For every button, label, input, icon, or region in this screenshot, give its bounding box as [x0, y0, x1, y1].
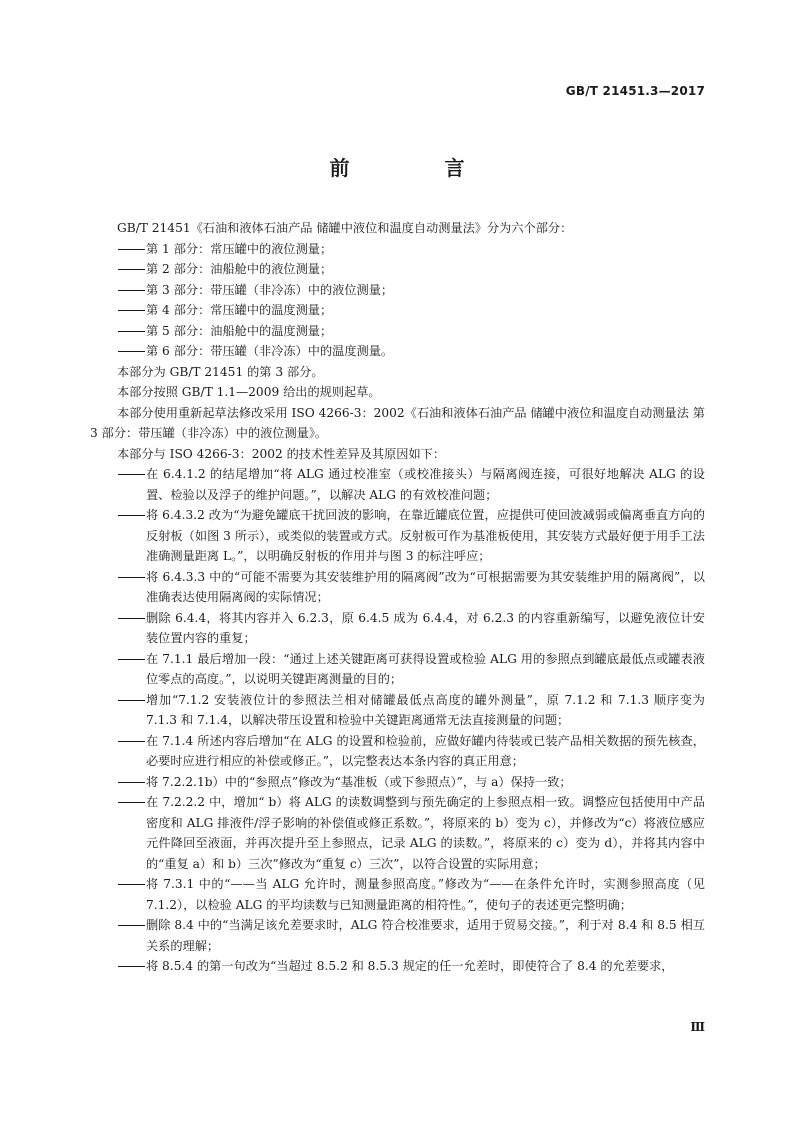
- dash-list-item: [90, 731, 705, 772]
- list-item-text: 在 7.1.4 所述内容后增加“在 ALG 的设置和检验前，应做好罐内待装或已装产品相关数据的预先核查，必要时应进行相应的补偿或修正。”，以完整表达本条内容的真正用意；: [146, 733, 705, 768]
- dash-list-item: [90, 259, 705, 280]
- dash-list-item: [90, 567, 705, 608]
- dash-list-item: [90, 792, 705, 874]
- list-item-text: 在 7.2.2.2 中，增加“ b）将 ALG 的读数调整到与预先确定的上参照点相一致。调整应包括使用中产品密度和 ALG 排液件/浮子影响的补偿值或修正系数。”，将原来的 b）变为 c），并修改为“c）将液位感应元件降回至液面，并再次提升至上参照点，记录 ALG 的读数。”，将原来的 c）变为 d），并将其内容中的“重复 a）和 b）三次”修改为“重复 c）三次”，以符合设置的实际用意；: [146, 795, 705, 871]
- paragraph: 本部分与 ISO 4266-3：2002 的技术性差异及其原因如下：: [117, 446, 446, 461]
- list-item-text: 第 3 部分：带压罐（非冷冻）中的液位测量；: [146, 282, 394, 297]
- list-item-text: 将 7.2.2.1b）中的“参照点”修改为“基准板（或下参照点）”，与 a）保持一致；: [146, 774, 572, 789]
- list-item-text: 增加“7.1.2 安装液位计的参照法兰相对储罐最低点高度的罐外测量”，原 7.1.2 和 7.1.3 顺序变为 7.1.3 和 7.1.4，以解决带压设置和检验中关键距离通常无法直接测量的问题；: [146, 692, 705, 727]
- dash-list-item: [90, 280, 705, 301]
- list-item-text: 将 6.4.3.3 中的“可能不需要为其安装维护用的隔离阀”改为“可根据需要为其安装维护用的隔离阀”，以准确表达使用隔离阀的实际情况；: [146, 569, 705, 604]
- list-item-text: 将 7.3.1 中的“——当 ALG 允许时，测量参照高度。”修改为“——在条件允许时，实测参照高度（见 7.1.2），以检验 ALG 的平均读数与已知测量距离的相符性。”，使句子的表述更完整明确；: [146, 877, 705, 912]
- standard-number: GB/T 21451.3—2017: [565, 84, 705, 98]
- page-number: Ⅲ: [690, 1020, 705, 1034]
- page-title: 前 言: [329, 156, 509, 180]
- list-item-text: 第 2 部分：油船舱中的液位测量；: [146, 262, 333, 276]
- list-item-text: 将 6.4.3.2 改为“为避免罐底干扰回波的影响，在靠近罐底位置，应提供可使回波减弱或偏离垂直方向的反射板（如图 3 所示），或类似的装置或方式。反射板可作为基准板使用，其安装方式最好便于用手工法准确测量距离 L。”，以明确反射板的作用并与图 3 的标注呼应；: [146, 508, 705, 563]
- paragraph: 本部分使用重新起草法修改采用 ISO 4266-3：2002《石油和液体石油产品 储罐中液位和温度自动测量法 第 3 部分：带压罐（非冷冻）中的液位测量》。: [90, 405, 705, 440]
- list-item-text: 第 1 部分：常压罐中的液位测量；: [146, 241, 333, 256]
- dash-list-item: [90, 874, 705, 915]
- list-item-text: 第 6 部分：带压罐（非冷冻）中的温度测量。: [146, 344, 394, 358]
- dash-list-item: [90, 915, 705, 956]
- dash-list-item: [90, 300, 705, 321]
- dash-list-item: [90, 649, 705, 690]
- dash-list-item: [90, 956, 705, 977]
- dash-list-item: [90, 772, 705, 793]
- dash-list-item: [90, 341, 705, 362]
- dash-list-item: [90, 505, 705, 567]
- list-item-text: 第 4 部分：常压罐中的温度测量；: [146, 303, 333, 317]
- dash-list-item: [90, 239, 705, 260]
- list-item-text: 在 7.1.1 最后增加一段：“通过上述关键距离可获得设置或检验 ALG 用的参照点到罐底最低点或罐表液位零点的高度。”，以说明关键距离测量的目的；: [146, 651, 705, 686]
- dash-list-item: [90, 321, 705, 342]
- paragraph: 本部分按照 GB/T 1.1—2009 给出的规则起草。: [117, 385, 381, 399]
- paragraph: GB/T 21451《石油和液体石油产品 储罐中液位和温度自动测量法》分为六个部分：: [117, 221, 573, 235]
- list-item-text: 将 8.5.4 的第一句改为“当超过 8.5.2 和 8.5.3 规定的任一允差时，即使符合了 8.4 的允差要求，: [146, 959, 674, 973]
- dash-list-item: [90, 464, 705, 505]
- foreword-body: [90, 218, 705, 977]
- dash-list-item: [90, 608, 705, 649]
- list-item-text: 第 5 部分：油船舱中的温度测量；: [146, 323, 333, 338]
- list-item-text: 在 6.4.1.2 的结尾增加“将 ALG 通过校准室（或校准接头）与隔离阀连接，可很好地解决 ALG 的设置、检验以及浮子的维护问题。”，以解决 ALG 的有效校准问题；: [146, 467, 705, 502]
- list-item-text: 删除 8.4 中的“当满足该允差要求时，ALG 符合校准要求，适用于贸易交接。”，利于对 8.4 和 8.5 相互关系的理解；: [146, 918, 705, 953]
- paragraph: 本部分为 GB/T 21451 的第 3 部分。: [117, 364, 324, 379]
- list-item-text: 删除 6.4.4，将其内容并入 6.2.3，原 6.4.5 成为 6.4.4，对 6.2.3 的内容重新编写，以避免液位计安装位置内容的重复；: [146, 610, 705, 645]
- dash-list-item: [90, 690, 705, 731]
